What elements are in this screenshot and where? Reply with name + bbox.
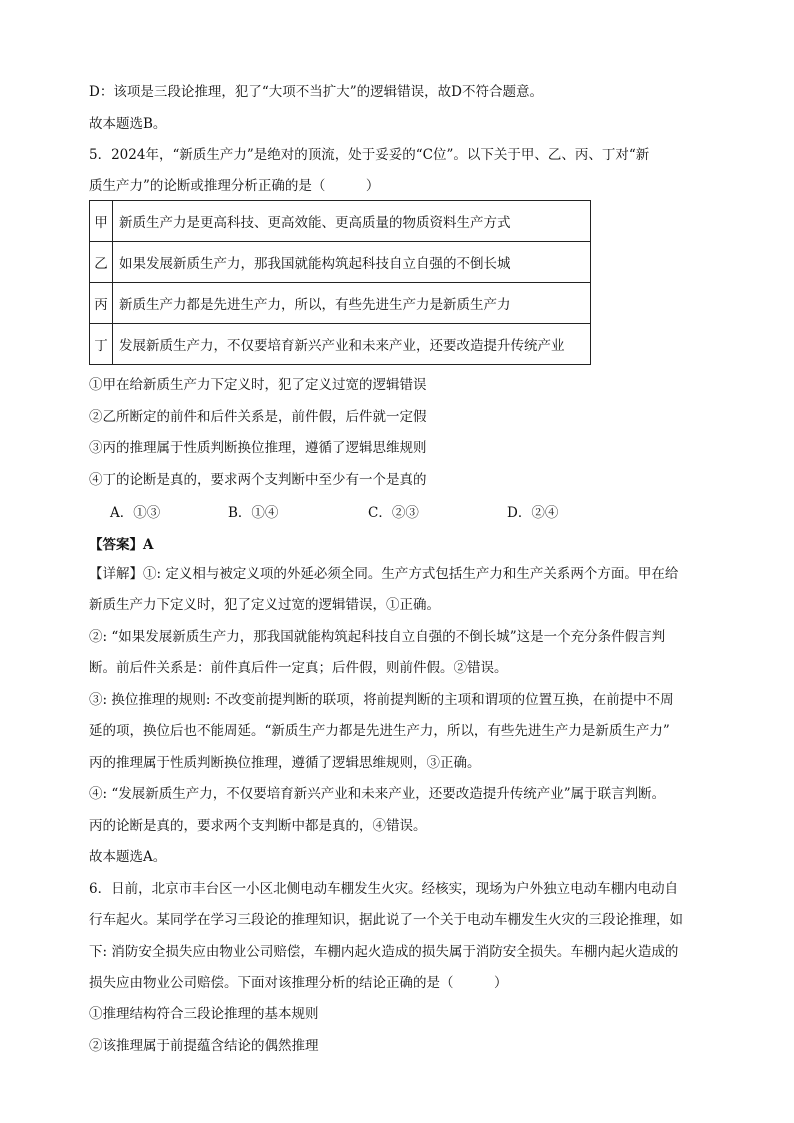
detail-line: 断。前后件关系是：前件真后件一定真；后件假，则前件假。②错误。 [89, 660, 508, 676]
detail-conclusion: 故本题选A。 [89, 849, 167, 865]
question-6-line: 下: 消防安全损失应由物业公司赔偿，车棚内起火造成的损失属于消防安全损失。车棚内起火造成的 [89, 944, 679, 960]
detail-line: ②: “如果发展新质生产力，那我国就能构筑起科技自立自强的不倒长城”这是一个充分条件假言判 [89, 629, 666, 645]
detail-line: ④: “发展新质生产力，不仅要培育新兴产业和未来产业，还要改造提升传统产业”属于联言判断。 [89, 786, 666, 802]
table-key: 乙 [90, 242, 113, 283]
statement-1: ①甲在给新质生产力下定义时，犯了定义过宽的逻辑错误 [89, 377, 427, 393]
detail-line: ③: 换位推理的规则: 不改变前提判断的联项，将前提判断的主项和谓项的位置互换，在前提中不周 [89, 692, 674, 708]
previous-answer-conclusion: 故本题选B。 [89, 116, 167, 132]
option-a: A．①③ [110, 505, 161, 521]
question-5-stem-line-2: 质生产力”的论断或推理分析正确的是（ ） [89, 178, 380, 194]
question-6-line: 损失应由物业公司赔偿。下面对该推理分析的结论正确的是（ ） [89, 975, 508, 991]
question-6-statement-1: ①推理结构符合三段论推理的基本规则 [89, 1006, 319, 1022]
table-text: 新质生产力是更高科技、更高效能、更高质量的物质资料生产方式 [113, 201, 591, 242]
question-5-stem-line-1: 5．2024年，“新质生产力”是绝对的顶流，处于妥妥的“C位”。以下关于甲、乙、丙、丁对“新 [89, 147, 650, 163]
option-c: C．②③ [368, 505, 419, 521]
statement-2: ②乙所断定的前件和后件关系是，前件假，后件就一定假 [89, 409, 427, 425]
statement-4: ④丁的论断是真的，要求两个支判断中至少有一个是真的 [89, 472, 427, 488]
table-row [90, 283, 591, 324]
table-text: 如果发展新质生产力，那我国就能构筑起科技自立自强的不倒长城 [113, 242, 591, 283]
question-6-line: 6．日前，北京市丰台区一小区北侧电动车棚发生火灾。经核实，现场为户外独立电动车棚内电动自 [89, 881, 679, 897]
detail-line: 丙的推理属于性质判断换位推理，遵循了逻辑思维规则，③正确。 [89, 755, 481, 771]
table-key: 丁 [90, 324, 113, 365]
table-key: 丙 [90, 283, 113, 324]
table-text: 发展新质生产力，不仅要培育新兴产业和未来产业，还要改造提升传统产业 [113, 324, 591, 365]
question-6-statement-2: ②该推理属于前提蕴含结论的偶然推理 [89, 1038, 319, 1054]
table-row [90, 201, 591, 242]
question-6-line: 行车起火。某同学在学习三段论的推理知识，据此说了一个关于电动车棚发生火灾的三段论推理，如 [89, 912, 683, 928]
question-5-table [89, 200, 591, 365]
detail-line: 延的项，换位后也不能周延。“新质生产力都是先进生产力，所以，有些先进生产力是新质生产力” [89, 723, 670, 739]
table-row [90, 242, 591, 283]
statement-3: ③丙的推理属于性质判断换位推理，遵循了逻辑思维规则 [89, 440, 427, 456]
answer-label: 【答案】A [89, 537, 154, 553]
option-d: D．②④ [507, 505, 559, 521]
option-d-explanation: D：该项是三段论推理，犯了“大项不当扩大”的逻辑错误，故D不符合题意。 [89, 84, 543, 100]
option-b: B．①④ [228, 505, 279, 521]
table-text: 新质生产力都是先进生产力，所以，有些先进生产力是新质生产力 [113, 283, 591, 324]
table-row [90, 324, 591, 365]
detail-line: 新质生产力下定义时，犯了定义过宽的逻辑错误，①正确。 [89, 597, 440, 613]
table-key: 甲 [90, 201, 113, 242]
detail-line: 【详解】①: 定义相与被定义项的外延必须全同。生产方式包括生产力和生产关系两个方面。甲在给 [89, 566, 679, 582]
detail-line: 丙的论断是真的，要求两个支判断中都是真的，④错误。 [89, 818, 427, 834]
